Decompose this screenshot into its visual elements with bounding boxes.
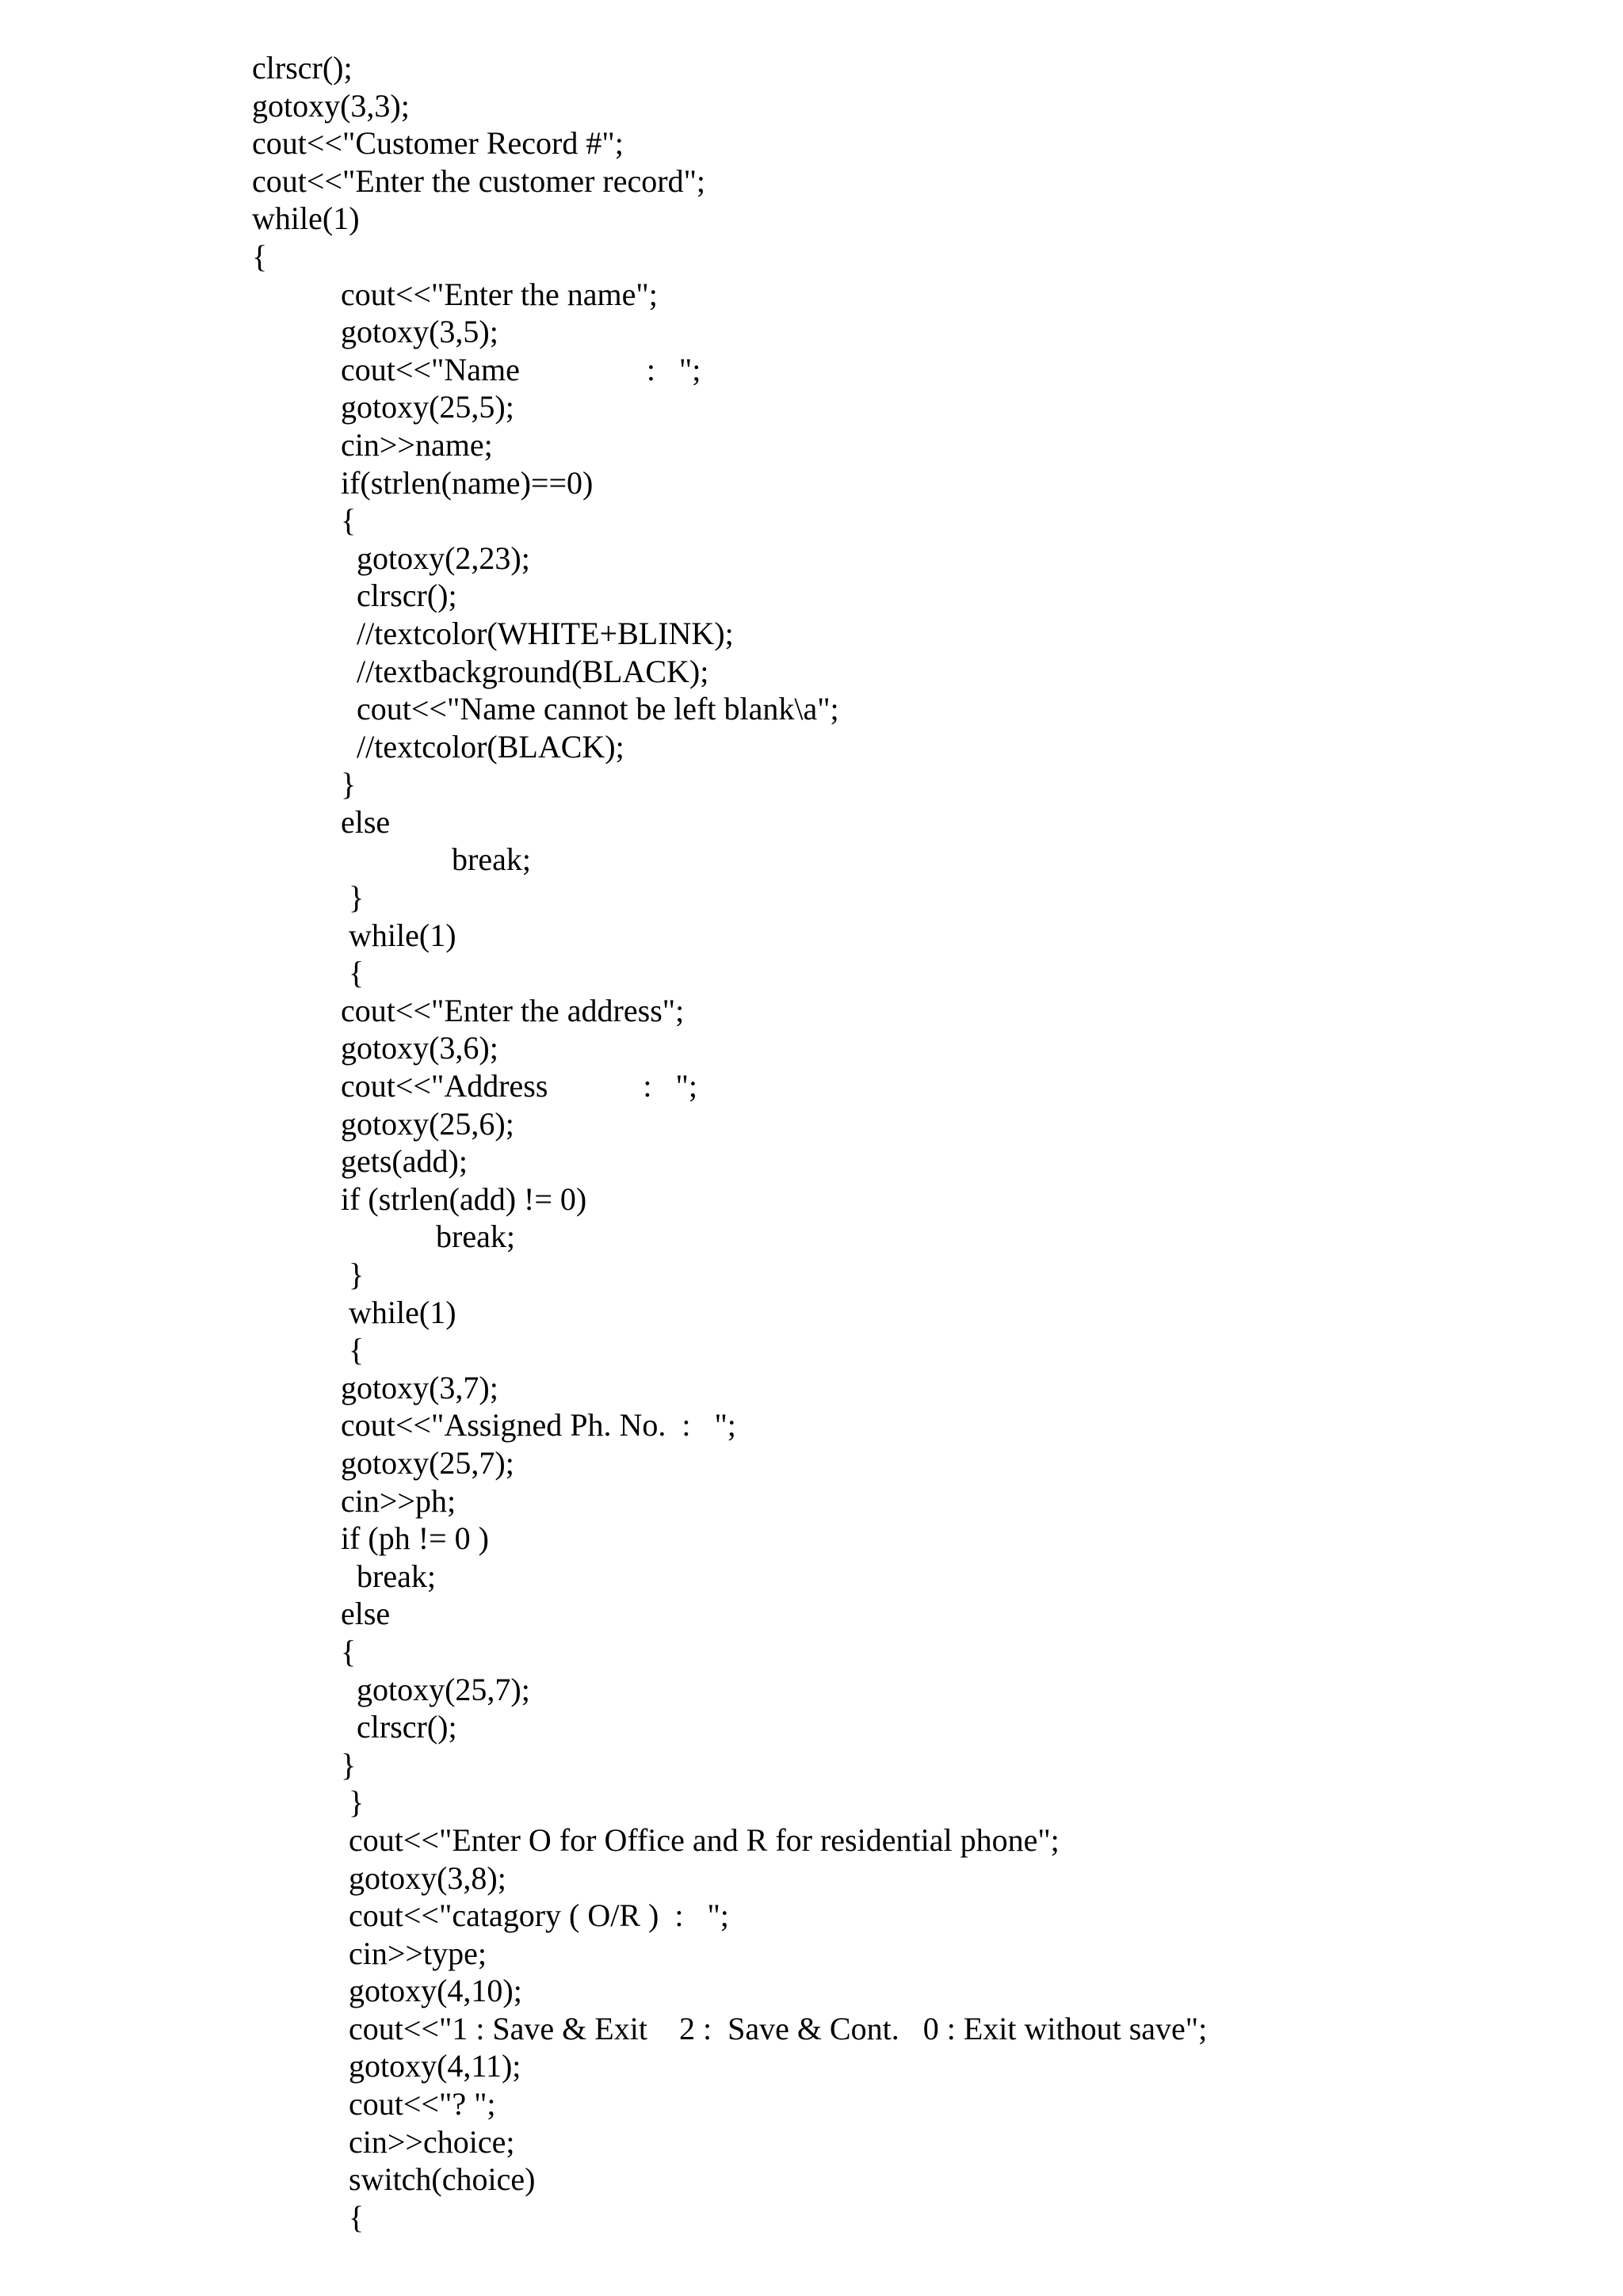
code-line: while(1): [349, 1294, 456, 1330]
code-line: gotoxy(25,6);: [341, 1105, 514, 1142]
code-line: cout<<"? ";: [349, 2086, 496, 2122]
code-line: {: [341, 1633, 357, 1669]
code-line: {: [349, 2199, 365, 2235]
code-line: }: [341, 766, 357, 803]
code-line: cout<<"Name cannot be left blank\a";: [357, 691, 839, 727]
code-line: gotoxy(25,7);: [341, 1444, 514, 1481]
code-line: gets(add);: [341, 1143, 468, 1180]
code-line: if (ph != 0 ): [341, 1520, 489, 1557]
code-line: else: [341, 803, 391, 840]
code-line: }: [341, 1746, 357, 1783]
code-line: //textcolor(WHITE+BLINK);: [357, 615, 734, 651]
code-line: gotoxy(4,11);: [349, 2048, 521, 2084]
code-line: cout<<"Customer Record #";: [252, 125, 624, 162]
code-line: gotoxy(3,8);: [349, 1859, 506, 1896]
code-line: cin>>type;: [349, 1935, 487, 1971]
code-line: }: [349, 1257, 365, 1292]
code-line: gotoxy(25,5);: [341, 389, 514, 425]
code-line: break;: [357, 1558, 436, 1594]
code-line: break;: [436, 1219, 515, 1255]
code-line: cout<<"1 : Save & Exit 2 : Save & Cont. 0 : Exit without save";: [349, 2010, 1208, 2046]
code-line: {: [252, 238, 268, 274]
code-line: gotoxy(3,5);: [341, 314, 498, 350]
code-line: {: [341, 502, 357, 539]
code-line: gotoxy(2,23);: [357, 540, 530, 576]
code-line: //textbackground(BLACK);: [357, 653, 709, 689]
code-line: gotoxy(25,7);: [357, 1671, 530, 1707]
code-line: while(1): [252, 200, 360, 237]
code-line: cout<<"Enter O for Office and R for residential phone";: [349, 1821, 1060, 1858]
code-line: }: [349, 879, 365, 916]
code-line: clrscr();: [357, 1709, 457, 1745]
code-line: cout<<"Assigned Ph. No. : ";: [341, 1407, 736, 1444]
code-line: {: [349, 955, 365, 991]
code-listing: [252, 49, 1207, 2236]
code-line: cin>>name;: [341, 426, 493, 463]
code-line: switch(choice): [349, 2161, 536, 2198]
code-line: cin>>choice;: [349, 2123, 515, 2160]
code-line: cout<<"Name : ";: [341, 351, 701, 387]
code-line: while(1): [349, 917, 456, 953]
code-line: cout<<"Address : ";: [341, 1068, 697, 1104]
code-line: clrscr();: [252, 50, 353, 86]
code-line: {: [349, 1332, 365, 1368]
code-line: gotoxy(4,10);: [349, 1973, 522, 2009]
code-line: else: [341, 1596, 391, 1632]
code-line: cout<<"Enter the customer record";: [252, 162, 706, 199]
code-line: cin>>ph;: [341, 1482, 456, 1519]
code-line: cout<<"catagory ( O/R ) : ";: [349, 1897, 729, 1934]
code-line: cout<<"Enter the address";: [341, 992, 685, 1028]
code-line: break;: [452, 841, 531, 878]
code-line: gotoxy(3,3);: [252, 87, 410, 124]
code-line: if(strlen(name)==0): [341, 464, 594, 501]
code-line: cout<<"Enter the name";: [341, 276, 658, 312]
code-line: if (strlen(add) != 0): [341, 1180, 587, 1217]
code-line: clrscr();: [357, 578, 457, 614]
code-line: }: [349, 1784, 365, 1821]
code-line: //textcolor(BLACK);: [357, 728, 624, 765]
code-line: gotoxy(3,7);: [341, 1369, 498, 1405]
code-line: gotoxy(3,6);: [341, 1030, 498, 1066]
